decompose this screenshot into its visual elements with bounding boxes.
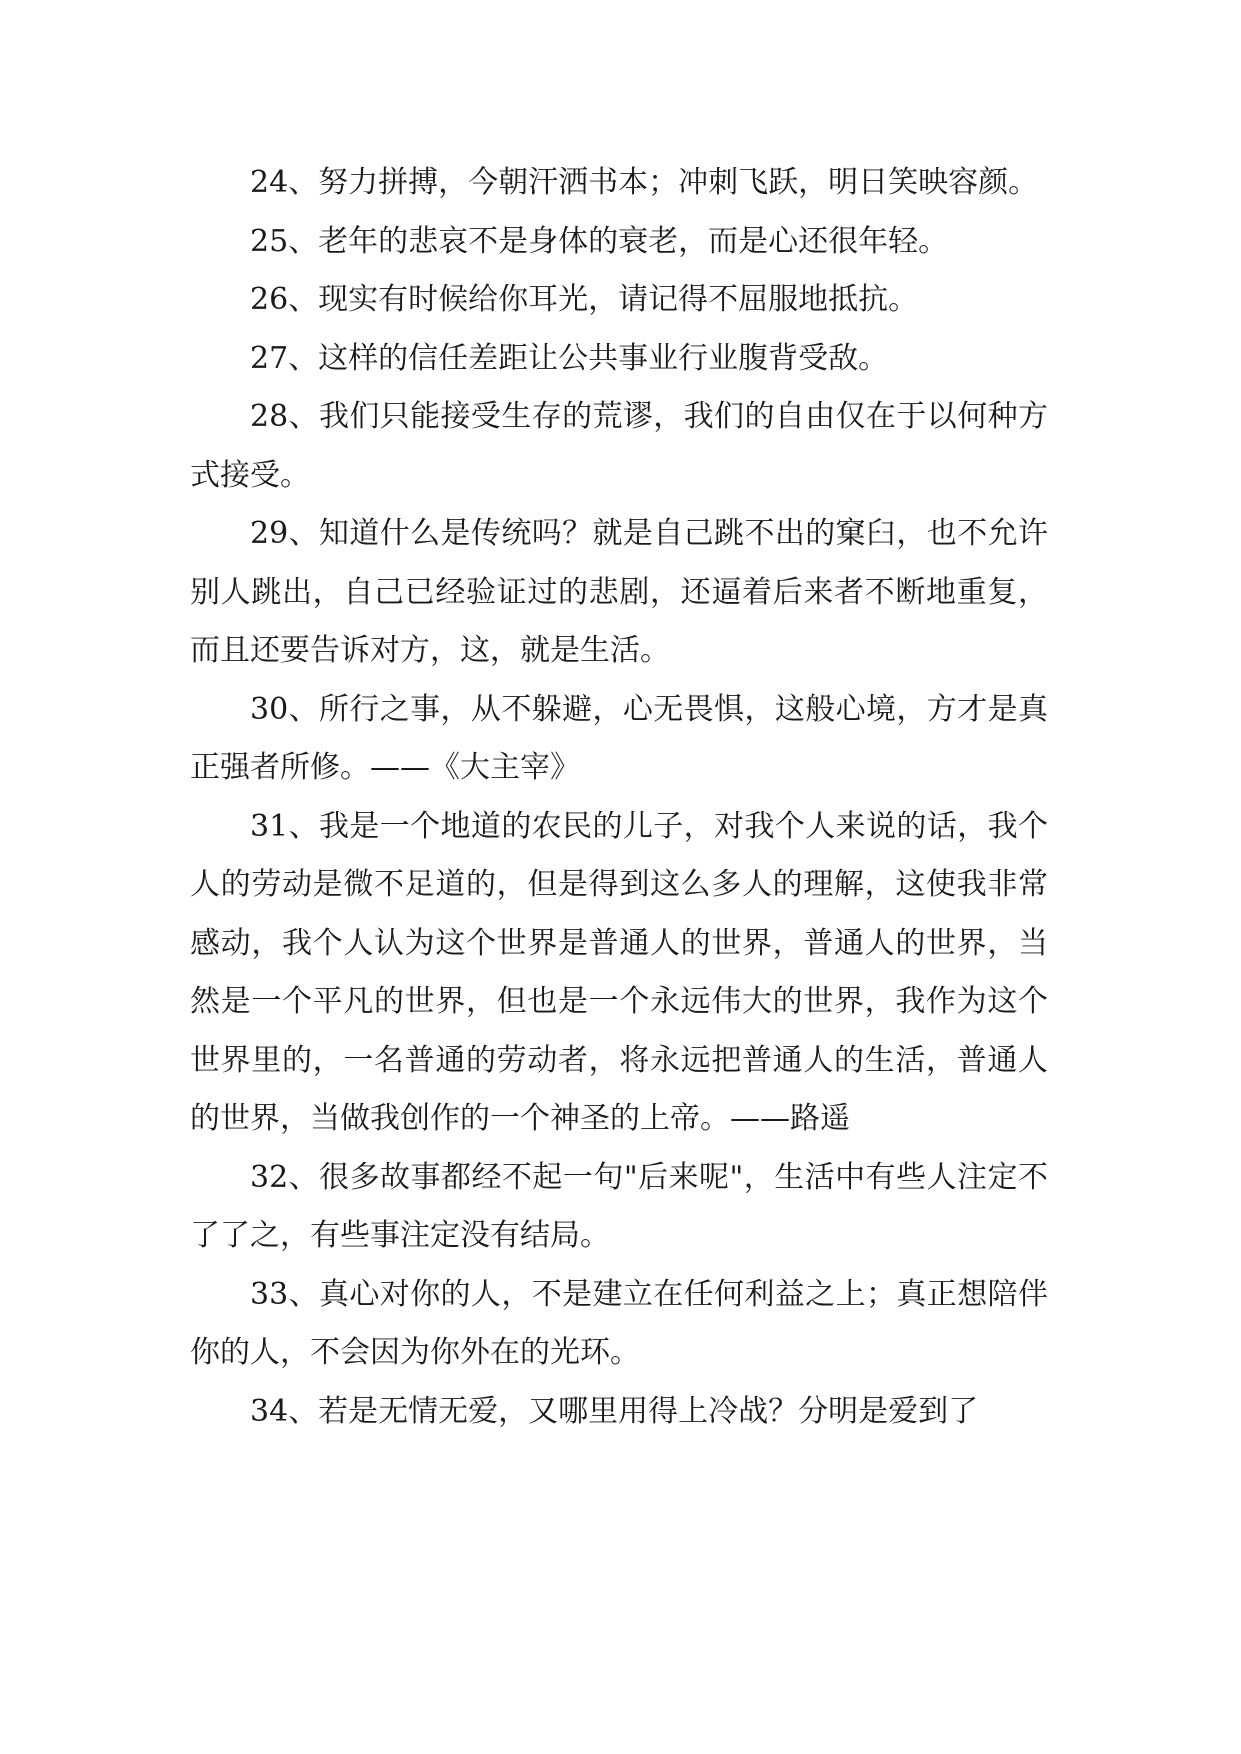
paragraph-32: 32、很多故事都经不起一句"后来呢"，生活中有些人注定不了了之，有些事注定没有结局。 [190,1159,1048,1253]
paragraph-31: 31、我是一个地道的农民的儿子，对我个人来说的话，我个人的劳动是微不足道的，但是得到这么多人的理解，这使我非常感动，我个人认为这个世界是普通人的世界，普通人的世界，当然是一个平凡的世界，但也是一个永远伟大的世界，我作为这个世界里的，一名普通的劳动者，将永远把普通人的生活，普通人的世界，当做我创作的一个神圣的上帝。——路遥 [190,808,1048,1136]
body-text [190,154,1048,1441]
paragraph-33: 33、真心对你的人，不是建立在任何利益之上；真正想陪伴你的人，不会因为你外在的光环。 [190,1276,1048,1370]
paragraph-24: 24、努力拼搏，今朝汗洒书本；冲刺飞跃，明日笑映容颜。 [250,165,1039,200]
paragraph-25: 25、老年的悲哀不是身体的衰老，而是心还很年轻。 [250,223,949,259]
paragraph-34: 34、若是无情无爱，又哪里用得上冷战？分明是爱到了 [250,1393,979,1429]
paragraph-27: 27、这样的信任差距让公共事业行业腹背受敌。 [250,340,889,376]
paragraph-30: 30、所行之事，从不躲避，心无畏惧，这般心境，方才是真正强者所修。——《大主宰》 [190,691,1048,785]
paragraph-26: 26、现实有时候给你耳光，请记得不屈服地抵抗。 [250,282,919,317]
paragraph-28: 28、我们只能接受生存的荒谬，我们的自由仅在于以何种方式接受。 [190,399,1048,493]
paragraph-29: 29、知道什么是传统吗？就是自己跳不出的窠臼，也不允许别人跳出，自己已经验证过的悲剧，还逼着后来者不断地重复，而且还要告诉对方，这，就是生活。 [190,516,1048,668]
